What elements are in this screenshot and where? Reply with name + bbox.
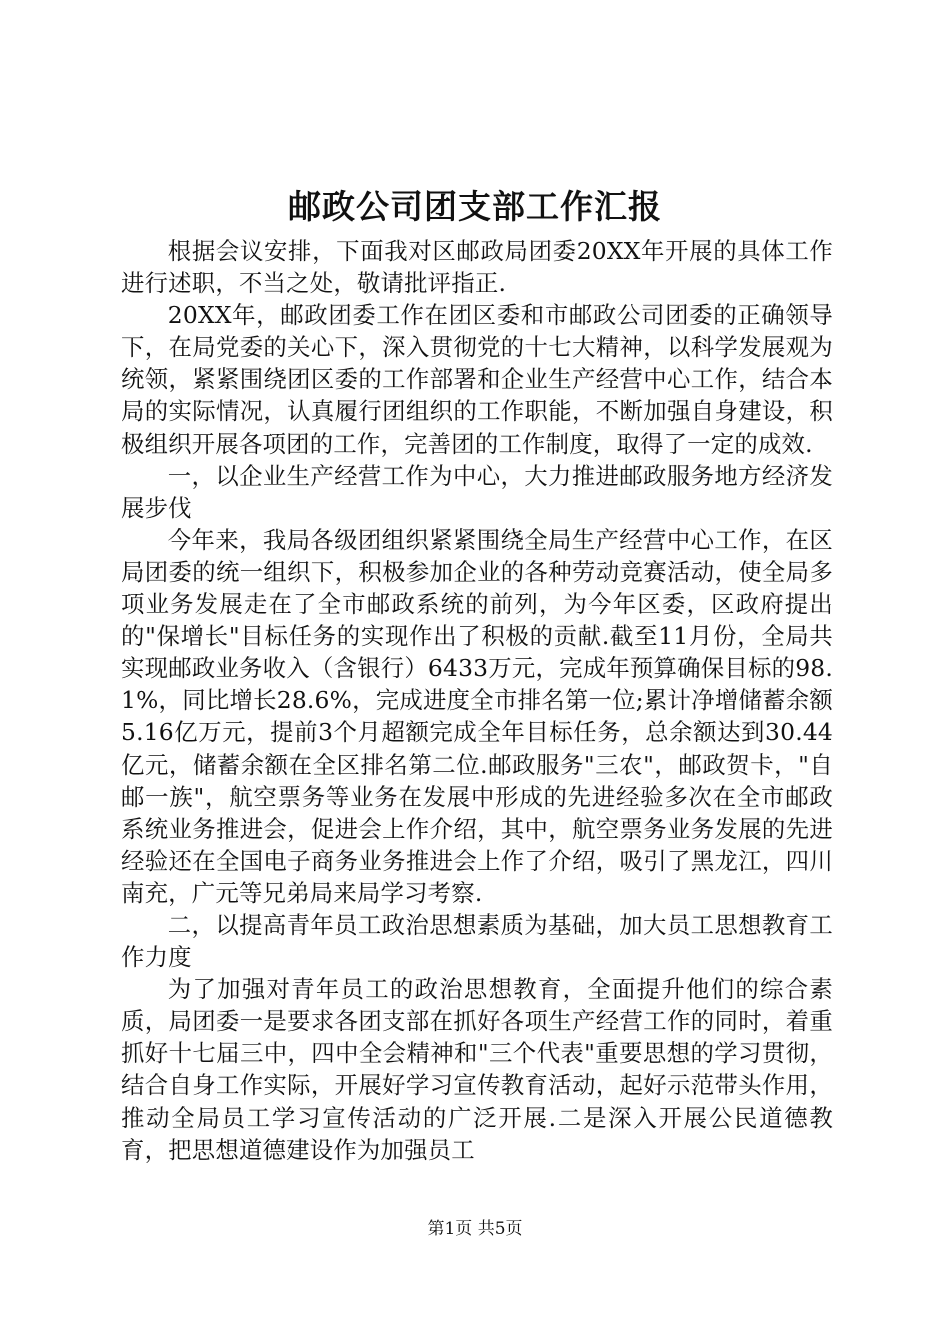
- page-number: 第1页 共5页: [427, 1219, 523, 1239]
- page-footer: [0, 1217, 950, 1241]
- paragraph-intro: 根据会议安排，下面我对区邮政局团委20XX年开展的具体工作进行述职，不当之处，敬请批评指正.: [121, 237, 833, 298]
- document-title: 邮政公司团支部工作汇报: [288, 187, 662, 226]
- paragraph-section-1: 今年来，我局各级团组织紧紧围绕全局生产经营中心工作，在区局团委的统一组织下，积极参加企业的各种劳动竞赛活动，使全局多项业务发展走在了全市邮政系统的前列，为今年区委，区政府提出的"保增长"目标任务的实现作出了积极的贡献.截至11月份，全局共实现邮政业务收入（含银行）6433万元，完成年预算确保目标的98.1%，同比增长28.6%，完成进度全市排名第一位;累计净增储蓄余额5.16亿万元，提前3个月超额完成全年目标任务，总余额达到30.44亿元，储蓄余额在全区排名第二位.邮政服务"三农"，邮政贺卡，"自邮一族"，航空票务等业务在发展中形成的先进经验多次在全市邮政系统业务推进会，促进会上作介绍，其中，航空票务业务发展的先进经验还在全国电子商务业务推进会上作了介绍，吸引了黑龙江，四川南充，广元等兄弟局来局学习考察.: [121, 525, 833, 907]
- paragraph-overview: 20XX年，邮政团委工作在团区委和市邮政公司团委的正确领导下，在局党委的关心下，深入贯彻党的十七大精神，以科学发展观为统领，紧紧围绕团区委的工作部署和企业生产经营中心工作，结合本局的实际情况，认真履行团组织的工作职能，不断加强自身建设，积极组织开展各项团的工作，完善团的工作制度，取得了一定的成效.: [121, 301, 833, 458]
- paragraph-section-2: 为了加强对青年员工的政治思想教育，全面提升他们的综合素质，局团委一是要求各团支部在抓好各项生产经营工作的同时，着重抓好十七届三中，四中全会精神和"三个代表"重要思想的学习贯彻，结合自身工作实际，开展好学习宣传教育活动，起好示范带头作用，推动全局员工学习宣传活动的广泛开展.二是深入开展公民道德教育，把思想道德建设作为加强员工: [121, 975, 833, 1164]
- section-heading-1: 一，以企业生产经营工作为中心，大力推进邮政服务地方经济发展步伐: [121, 461, 833, 522]
- document-body: [121, 235, 833, 1166]
- section-heading-2: 二，以提高青年员工政治思想素质为基础，加大员工思想教育工作力度: [121, 910, 833, 972]
